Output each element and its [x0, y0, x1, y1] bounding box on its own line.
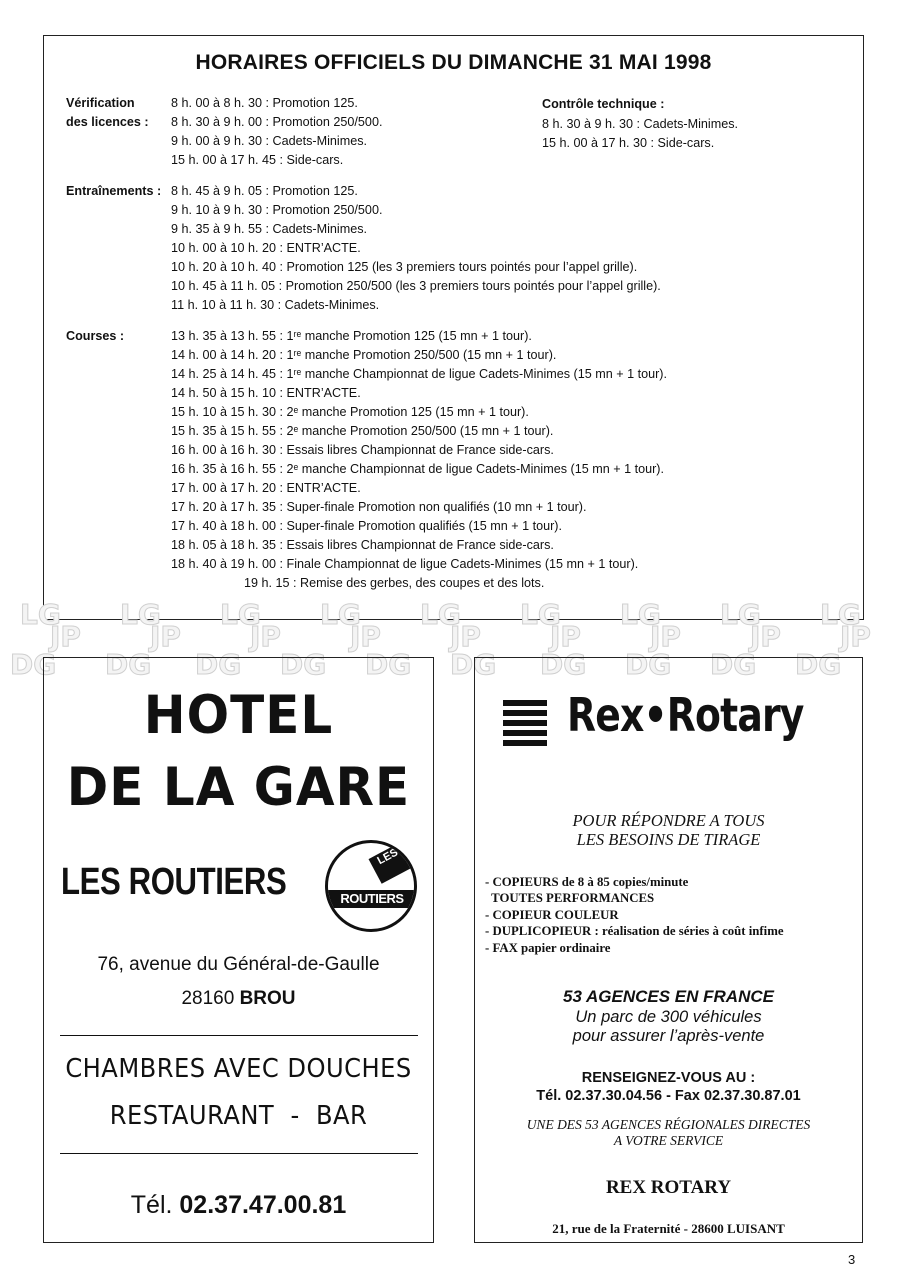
- logo-bar: [503, 730, 547, 736]
- watermark-text: LG: [620, 598, 661, 631]
- schedule-line: 9 h. 00 à 9 h. 30 : Cadets-Minimes.: [171, 134, 368, 148]
- schedule-line: 14 h. 25 à 14 h. 45 : 1ʳᵉ manche Championnat de ligue Cadets-Minimes (15 mn + 1 tour).: [171, 367, 667, 381]
- hotel-subtitle: LES ROUTIERS: [61, 861, 287, 903]
- watermark-text: JP: [750, 620, 781, 653]
- watermark-text: DG: [710, 648, 757, 681]
- schedule-line: 18 h. 40 à 19 h. 00 : Finale Championnat de ligue Cadets-Minimes (15 mn + 1 tour).: [171, 557, 639, 571]
- watermark-text: DG: [280, 648, 327, 681]
- rex-contact-heading: RENSEIGNEZ-VOUS AU :: [581, 1070, 756, 1086]
- watermark-text: DG: [105, 648, 152, 681]
- watermark-text: JP: [150, 620, 181, 653]
- rex-rotary-advert: [474, 657, 863, 1243]
- divider: [60, 1153, 418, 1154]
- schedule-line: 10 h. 00 à 10 h. 20 : ENTR’ACTE.: [171, 241, 361, 255]
- watermark-text: LG: [420, 598, 461, 631]
- rex-network-line1: UNE DES 53 AGENCES RÉGIONALES DIRECTES: [526, 1117, 811, 1132]
- rex-address: 21, rue de la Fraternité - 28600 LUISANT: [552, 1221, 785, 1236]
- watermark-text: LG: [120, 598, 161, 631]
- rex-contact-numbers: Tél. 02.37.30.04.56 - Fax 02.37.30.87.01: [536, 1088, 801, 1104]
- section-label-entrainements: Entraînements :: [66, 184, 162, 198]
- watermark-text: JP: [550, 620, 581, 653]
- hotel-postcode: 28160: [181, 988, 235, 1009]
- schedule-line: 9 h. 35 à 9 h. 55 : Cadets-Minimes.: [171, 222, 368, 236]
- rex-fleet-line1: Un parc de 300 véhicules: [575, 1008, 762, 1026]
- schedule-line: 14 h. 50 à 15 h. 10 : ENTR’ACTE.: [171, 386, 361, 400]
- rex-fleet-line2: pour assurer l’après-vente: [572, 1027, 765, 1045]
- schedule-line: 10 h. 20 à 10 h. 40 : Promotion 125 (les 3 premiers tours pointés pour l’appel grille).: [171, 260, 638, 274]
- schedule-line: 8 h. 30 à 9 h. 00 : Promotion 250/500.: [171, 115, 383, 129]
- logo-bar: [503, 720, 547, 726]
- schedule-line: 14 h. 00 à 14 h. 20 : 1ʳᵉ manche Promotion 250/500 (15 mn + 1 tour).: [171, 348, 557, 362]
- schedule-line: 18 h. 05 à 18 h. 35 : Essais libres Championnat de France side-cars.: [171, 538, 554, 552]
- rex-agencies: 53 AGENCES EN FRANCE: [563, 987, 774, 1006]
- technical-check-line: 15 h. 00 à 17 h. 30 : Side-cars.: [542, 136, 715, 150]
- page-number: 3: [848, 1252, 856, 1267]
- technical-check-line: 8 h. 30 à 9 h. 30 : Cadets-Minimes.: [542, 117, 739, 131]
- rex-network-text: [475, 1117, 862, 1149]
- rex-services-list: - COPIEURS de 8 à 85 copies/minute TOUTES PERFORMANCES - COPIEUR COULEUR - DUPLICOPIEUR : réalisation de séries à coût infime - FAX papier ordinaire: [485, 875, 784, 955]
- hotel-tel-prefix: Tél.: [130, 1191, 173, 1219]
- schedule-line: 13 h. 35 à 13 h. 55 : 1ʳᵉ manche Promotion 125 (15 mn + 1 tour).: [171, 329, 532, 343]
- hotel-name-line1: HOTEL: [143, 684, 334, 746]
- watermark-text: JP: [250, 620, 281, 653]
- watermark-text: DG: [540, 648, 587, 681]
- rex-network-line2: A VOTRE SERVICE: [613, 1133, 724, 1148]
- hotel-address-street: 76, avenue du Général-de-Gaulle: [97, 954, 380, 975]
- schedule-line: 17 h. 00 à 17 h. 20 : ENTR’ACTE.: [171, 481, 361, 495]
- hotel-amenities-line2: RESTAURANT - BAR: [109, 1101, 368, 1131]
- watermark-text: JP: [450, 620, 481, 653]
- watermark-text: JP: [650, 620, 681, 653]
- hotel-amenities-line1: CHAMBRES AVEC DOUCHES: [65, 1054, 412, 1084]
- watermark-text: DG: [365, 648, 412, 681]
- watermark-text: LG: [820, 598, 861, 631]
- section-label-courses: Courses :: [66, 329, 125, 343]
- technical-check-title: Contrôle technique :: [542, 97, 665, 111]
- schedule-box: [43, 35, 864, 620]
- watermark-text: JP: [840, 620, 871, 653]
- rex-brand-name: Rex•Rotary: [567, 688, 804, 742]
- watermark-text: DG: [195, 648, 242, 681]
- watermark-text: LG: [220, 598, 261, 631]
- watermark-text: DG: [795, 648, 842, 681]
- watermark-text: LG: [520, 598, 561, 631]
- hotel-name-line2: DE LA GARE: [66, 756, 411, 818]
- section-label-licences: Vérification des licences :: [66, 96, 149, 129]
- watermark-text: JP: [50, 620, 81, 653]
- schedule-line: 9 h. 10 à 9 h. 30 : Promotion 250/500.: [171, 203, 383, 217]
- hotel-telephone: [44, 1191, 433, 1220]
- logo-bar: [503, 700, 547, 706]
- logo-les-text: LES: [369, 842, 414, 884]
- rex-slogan-line2: LES BESOINS DE TIRAGE: [576, 830, 761, 849]
- schedule-line: 16 h. 00 à 16 h. 30 : Essais libres Championnat de France side-cars.: [171, 443, 554, 457]
- schedule-line: 15 h. 35 à 15 h. 55 : 2ᵉ manche Promotion 250/500 (15 mn + 1 tour).: [171, 424, 554, 438]
- rex-company-name: REX ROTARY: [605, 1177, 732, 1198]
- hotel-city: BROU: [239, 988, 296, 1009]
- schedule-line: 15 h. 00 à 17 h. 45 : Side-cars.: [171, 153, 344, 167]
- logo-routiers-text: ROUTIERS: [326, 890, 417, 908]
- schedule-title: HORAIRES OFFICIELS DU DIMANCHE 31 MAI 1998: [195, 51, 712, 74]
- watermark-text: JP: [350, 620, 381, 653]
- logo-bar: [503, 740, 547, 746]
- rex-slogan-line1: POUR RÉPONDRE A TOUS: [572, 811, 765, 830]
- hotel-tel-number: 02.37.47.00.81: [179, 1191, 347, 1219]
- schedule-line: 8 h. 00 à 8 h. 30 : Promotion 125.: [171, 96, 358, 110]
- hotel-address-city-line: [44, 988, 433, 1010]
- hotel-advert: [43, 657, 434, 1243]
- watermark-text: LG: [320, 598, 361, 631]
- schedule-line: 19 h. 15 : Remise des gerbes, des coupes et des lots.: [244, 576, 545, 590]
- schedule-line: 15 h. 10 à 15 h. 30 : 2ᵉ manche Promotion 125 (15 mn + 1 tour).: [171, 405, 529, 419]
- watermark-text: LG: [720, 598, 761, 631]
- watermark-text: DG: [10, 648, 57, 681]
- schedule-line: 17 h. 20 à 17 h. 35 : Super-finale Promotion non qualifiés (10 mn + 1 tour).: [171, 500, 587, 514]
- schedule-line: 16 h. 35 à 16 h. 55 : 2ᵉ manche Championnat de ligue Cadets-Minimes (15 mn + 1 tour).: [171, 462, 664, 476]
- schedule-line: 17 h. 40 à 18 h. 00 : Super-finale Promotion qualifiés (15 mn + 1 tour).: [171, 519, 562, 533]
- watermark-text: DG: [450, 648, 497, 681]
- schedule-line: 11 h. 10 à 11 h. 30 : Cadets-Minimes.: [171, 298, 380, 312]
- watermark-text: DG: [625, 648, 672, 681]
- divider: [60, 1035, 418, 1036]
- logo-bar: [503, 710, 547, 716]
- schedule-line: 8 h. 45 à 9 h. 05 : Promotion 125.: [171, 184, 358, 198]
- rex-rotary-logo-icon: [503, 700, 547, 746]
- watermark-text: LG: [20, 598, 61, 631]
- schedule-line: 10 h. 45 à 11 h. 05 : Promotion 250/500 (les 3 premiers tours pointés pour l’appel grille).: [171, 279, 661, 293]
- les-routiers-logo: [325, 840, 417, 932]
